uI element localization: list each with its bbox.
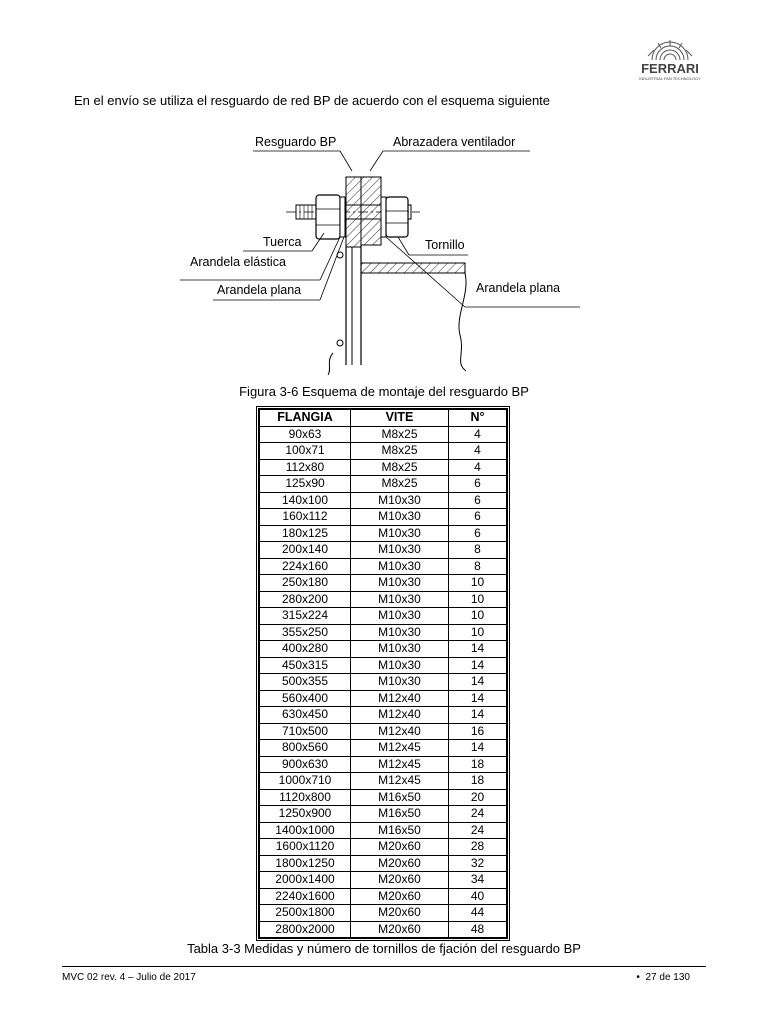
cell-flangia: 140x100 xyxy=(260,492,351,509)
cell-vite: M20x60 xyxy=(351,872,449,889)
cell-flangia: 160x112 xyxy=(260,509,351,526)
mounting-diagram xyxy=(0,125,768,375)
logo-subtext: INDUSTRIAL FAN TECHNOLOGY xyxy=(639,76,701,81)
cell-flangia: 400x280 xyxy=(260,641,351,658)
table-row xyxy=(260,872,507,889)
cell-vite: M20x60 xyxy=(351,905,449,922)
cell-n: 10 xyxy=(449,591,507,608)
cell-n: 32 xyxy=(449,855,507,872)
cell-vite: M10x30 xyxy=(351,641,449,658)
cell-n: 4 xyxy=(449,459,507,476)
cell-vite: M12x40 xyxy=(351,723,449,740)
cell-n: 18 xyxy=(449,773,507,790)
table-row xyxy=(260,459,507,476)
cell-vite: M8x25 xyxy=(351,476,449,493)
table-row xyxy=(260,624,507,641)
cell-flangia: 1000x710 xyxy=(260,773,351,790)
label-tornillo: Tornillo xyxy=(425,238,465,252)
table-row xyxy=(260,426,507,443)
cell-n: 4 xyxy=(449,426,507,443)
table-row xyxy=(260,657,507,674)
cell-n: 10 xyxy=(449,624,507,641)
header-n: N° xyxy=(449,410,507,427)
label-resguardo: Resguardo BP xyxy=(255,135,337,149)
table-row xyxy=(260,525,507,542)
cell-vite: M8x25 xyxy=(351,443,449,460)
table-row xyxy=(260,690,507,707)
table-body xyxy=(260,426,507,938)
table-row xyxy=(260,905,507,922)
cell-n: 6 xyxy=(449,492,507,509)
cell-vite: M10x30 xyxy=(351,624,449,641)
table-row xyxy=(260,641,507,658)
table-row xyxy=(260,575,507,592)
cell-vite: M20x60 xyxy=(351,921,449,938)
cell-vite: M8x25 xyxy=(351,426,449,443)
cell-vite: M10x30 xyxy=(351,674,449,691)
cell-n: 14 xyxy=(449,657,507,674)
table-row xyxy=(260,723,507,740)
cell-flangia: 90x63 xyxy=(260,426,351,443)
cell-flangia: 355x250 xyxy=(260,624,351,641)
cell-n: 14 xyxy=(449,740,507,757)
cell-flangia: 450x315 xyxy=(260,657,351,674)
cell-vite: M12x40 xyxy=(351,690,449,707)
cell-vite: M20x60 xyxy=(351,855,449,872)
label-arandela-plana-right: Arandela plana xyxy=(476,281,561,295)
table-row xyxy=(260,608,507,625)
cell-n: 18 xyxy=(449,756,507,773)
cell-vite: M10x30 xyxy=(351,525,449,542)
table-row xyxy=(260,806,507,823)
cell-n: 10 xyxy=(449,608,507,625)
table-row xyxy=(260,921,507,938)
cell-vite: M12x40 xyxy=(351,707,449,724)
header-flangia: FLANGIA xyxy=(260,410,351,427)
cell-flangia: 560x400 xyxy=(260,690,351,707)
cell-vite: M10x30 xyxy=(351,591,449,608)
cell-n: 20 xyxy=(449,789,507,806)
table-row xyxy=(260,558,507,575)
cell-vite: M12x45 xyxy=(351,773,449,790)
table-row xyxy=(260,855,507,872)
cell-flangia: 280x200 xyxy=(260,591,351,608)
cell-flangia: 112x80 xyxy=(260,459,351,476)
cell-n: 48 xyxy=(449,921,507,938)
table-row xyxy=(260,789,507,806)
cell-n: 4 xyxy=(449,443,507,460)
cell-n: 6 xyxy=(449,525,507,542)
cell-n: 8 xyxy=(449,558,507,575)
cell-flangia: 1120x800 xyxy=(260,789,351,806)
cell-n: 8 xyxy=(449,542,507,559)
cell-flangia: 250x180 xyxy=(260,575,351,592)
bolt-table-frame xyxy=(256,406,510,941)
logo-text: FERRARI xyxy=(641,61,699,76)
figure-caption: Figura 3-6 Esquema de montaje del resguardo BP xyxy=(239,384,529,399)
cell-n: 14 xyxy=(449,707,507,724)
cell-vite: M12x45 xyxy=(351,756,449,773)
cell-flangia: 710x500 xyxy=(260,723,351,740)
cell-flangia: 200x140 xyxy=(260,542,351,559)
label-arandela-plana-left: Arandela plana xyxy=(217,283,302,297)
header-vite: VITE xyxy=(351,410,449,427)
cell-vite: M10x30 xyxy=(351,558,449,575)
cell-vite: M10x30 xyxy=(351,492,449,509)
table-row xyxy=(260,756,507,773)
table-caption: Tabla 3-3 Medidas y número de tornillos de fjación del resguardo BP xyxy=(187,941,581,956)
bolt-table xyxy=(259,409,507,938)
footer-divider xyxy=(62,966,706,967)
cell-n: 44 xyxy=(449,905,507,922)
cell-n: 6 xyxy=(449,476,507,493)
cell-vite: M10x30 xyxy=(351,509,449,526)
table-row xyxy=(260,476,507,493)
cell-flangia: 100x71 xyxy=(260,443,351,460)
cell-flangia: 500x355 xyxy=(260,674,351,691)
cell-n: 14 xyxy=(449,641,507,658)
cell-vite: M10x30 xyxy=(351,657,449,674)
cell-flangia: 2000x1400 xyxy=(260,872,351,889)
ferrari-logo xyxy=(630,38,710,86)
cell-vite: M20x60 xyxy=(351,888,449,905)
cell-flangia: 1400x1000 xyxy=(260,822,351,839)
table-row xyxy=(260,740,507,757)
table-row xyxy=(260,443,507,460)
cell-flangia: 224x160 xyxy=(260,558,351,575)
table-row xyxy=(260,839,507,856)
footer-revision: MVC 02 rev. 4 – Julio de 2017 xyxy=(62,972,196,983)
cell-flangia: 1600x1120 xyxy=(260,839,351,856)
label-tuerca: Tuerca xyxy=(263,235,302,249)
cell-vite: M12x45 xyxy=(351,740,449,757)
table-row xyxy=(260,674,507,691)
cell-flangia: 900x630 xyxy=(260,756,351,773)
cell-vite: M16x50 xyxy=(351,806,449,823)
table-row xyxy=(260,773,507,790)
cell-n: 40 xyxy=(449,888,507,905)
cell-vite: M16x50 xyxy=(351,822,449,839)
label-abrazadera: Abrazadera ventilador xyxy=(393,135,516,149)
cell-flangia: 1250x900 xyxy=(260,806,351,823)
cell-n: 14 xyxy=(449,674,507,691)
cell-n: 14 xyxy=(449,690,507,707)
cell-flangia: 1800x1250 xyxy=(260,855,351,872)
cell-flangia: 800x560 xyxy=(260,740,351,757)
cell-flangia: 630x450 xyxy=(260,707,351,724)
table-row xyxy=(260,822,507,839)
cell-flangia: 315x224 xyxy=(260,608,351,625)
footer-page xyxy=(636,972,690,983)
cell-n: 28 xyxy=(449,839,507,856)
cell-flangia: 2500x1800 xyxy=(260,905,351,922)
cell-vite: M20x60 xyxy=(351,839,449,856)
table-row xyxy=(260,492,507,509)
label-arandela-elastica: Arandela elástica xyxy=(190,255,286,269)
table-header-row xyxy=(260,410,507,427)
table-row xyxy=(260,591,507,608)
cell-flangia: 125x90 xyxy=(260,476,351,493)
page-number: 27 de 130 xyxy=(645,972,690,983)
cell-n: 34 xyxy=(449,872,507,889)
cell-n: 10 xyxy=(449,575,507,592)
table-row xyxy=(260,509,507,526)
cell-vite: M16x50 xyxy=(351,789,449,806)
table-row xyxy=(260,707,507,724)
cell-vite: M10x30 xyxy=(351,575,449,592)
table-row xyxy=(260,888,507,905)
cell-vite: M10x30 xyxy=(351,608,449,625)
cell-n: 24 xyxy=(449,822,507,839)
cell-flangia: 2240x1600 xyxy=(260,888,351,905)
cell-vite: M10x30 xyxy=(351,542,449,559)
footer-bullet: • xyxy=(636,972,640,983)
cell-n: 24 xyxy=(449,806,507,823)
cell-n: 16 xyxy=(449,723,507,740)
cell-vite: M8x25 xyxy=(351,459,449,476)
cell-flangia: 180x125 xyxy=(260,525,351,542)
cell-flangia: 2800x2000 xyxy=(260,921,351,938)
cell-n: 6 xyxy=(449,509,507,526)
table-row xyxy=(260,542,507,559)
intro-text: En el envío se utiliza el resguardo de red BP de acuerdo con el esquema siguiente xyxy=(74,93,551,108)
